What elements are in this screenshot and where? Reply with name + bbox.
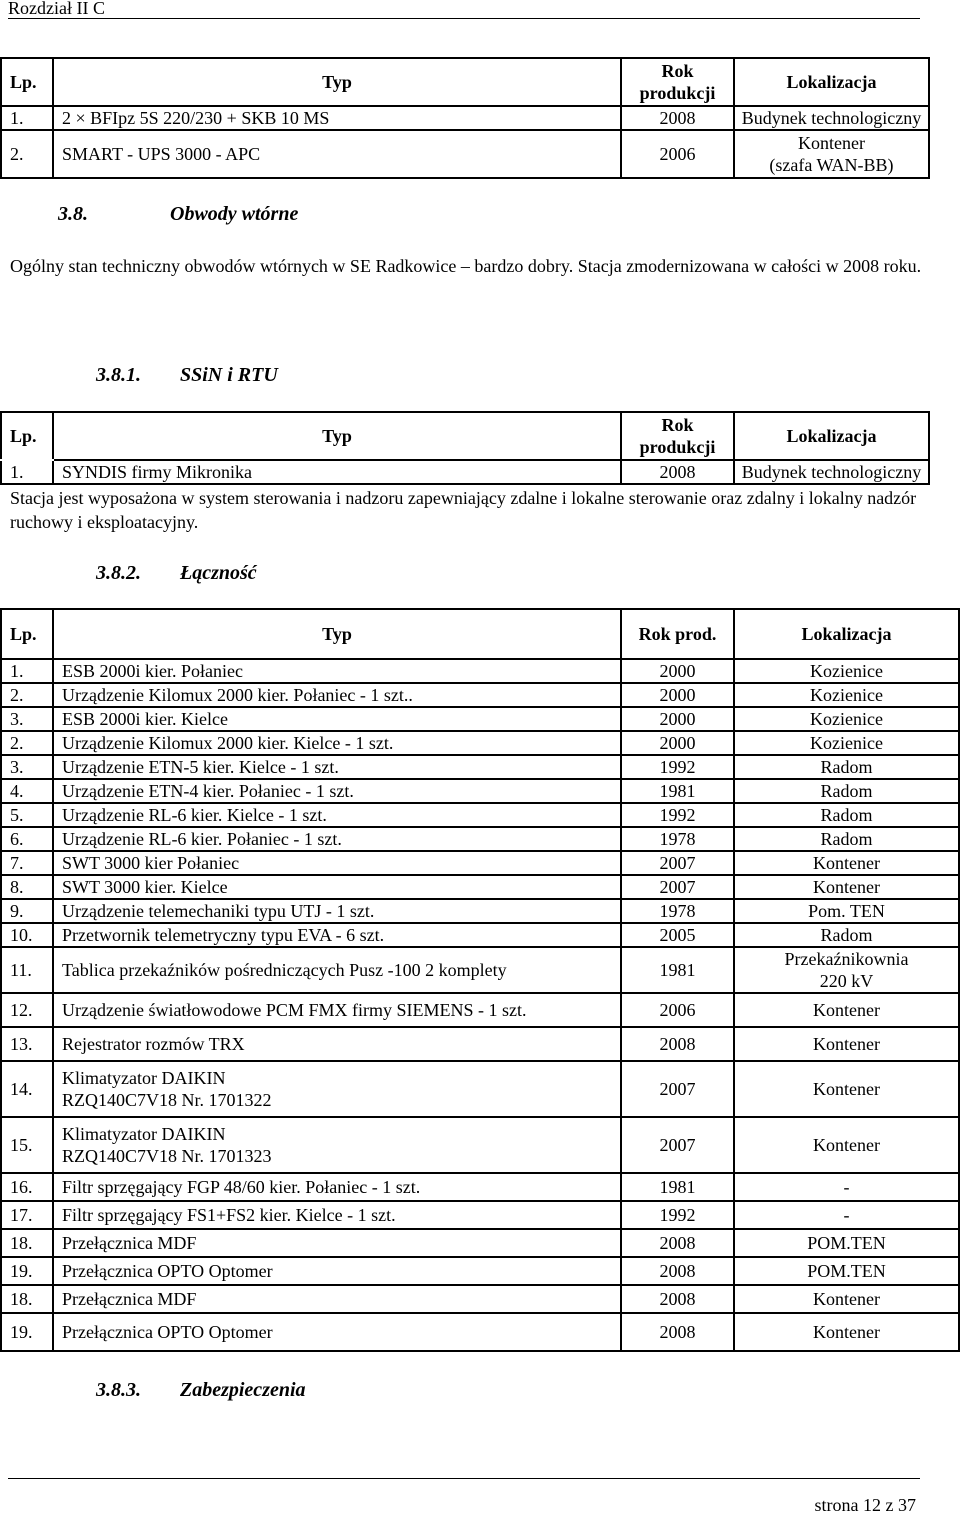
header-lokalizacja: Lokalizacja — [734, 609, 959, 659]
cell-typ: Przełącznica OPTO Optomer — [53, 1257, 621, 1285]
cell-lokalizacja: Radom — [734, 755, 959, 779]
cell-lp: 14. — [1, 1061, 53, 1117]
table-row — [1, 460, 929, 484]
table-row — [1, 779, 959, 803]
cell-typ: SWT 3000 kier Połaniec — [53, 851, 621, 875]
section-title: SSiN i RTU — [180, 364, 278, 386]
cell-rok: 1978 — [621, 899, 734, 923]
section-number: 3.8. — [58, 203, 88, 225]
table-row — [1, 923, 959, 947]
section-heading-3-8-3 — [96, 1379, 306, 1402]
cell-rok: 2008 — [621, 1313, 734, 1351]
cell-lokalizacja: Kozienice — [734, 659, 959, 683]
header-rok-line2: produkcji — [639, 437, 716, 457]
cell-typ: Urządzenie ETN-5 kier. Kielce - 1 szt. — [53, 755, 621, 779]
cell-typ: Urządzenie Kilomux 2000 kier. Połaniec - 1 szt.. — [53, 683, 621, 707]
cell-lokalizacja: Kozienice — [734, 707, 959, 731]
cell-rok: 2000 — [621, 707, 734, 731]
table-row — [1, 707, 959, 731]
cell-typ: Urządzenie Kilomux 2000 kier. Kielce - 1 szt. — [53, 731, 621, 755]
table-row — [1, 731, 959, 755]
cell-lp: 2. — [1, 130, 53, 178]
cell-rok: 2007 — [621, 875, 734, 899]
table-row — [1, 1257, 959, 1285]
header-rok-line2: produkcji — [639, 83, 716, 103]
header-lp: Lp. — [1, 412, 53, 460]
cell-lokalizacja: Radom — [734, 779, 959, 803]
table-row — [1, 106, 929, 130]
table-row — [1, 1285, 959, 1313]
cell-rok: 2007 — [621, 851, 734, 875]
footer-rule — [8, 1478, 920, 1479]
cell-rok: 2005 — [621, 923, 734, 947]
section-heading-3-8-2 — [96, 562, 257, 585]
table-row — [1, 827, 959, 851]
header-rok — [621, 58, 734, 106]
cell-typ: SYNDIS firmy Mikronika — [53, 460, 621, 484]
cell-lokalizacja: Kontener — [734, 851, 959, 875]
cell-rok: 1978 — [621, 827, 734, 851]
table-header-row — [1, 412, 929, 460]
cell-lp: 1. — [1, 460, 53, 484]
cell-lokalizacja: Pom. TEN — [734, 899, 959, 923]
cell-typ-line2: RZQ140C7V18 Nr. 1701322 — [62, 1090, 272, 1110]
cell-lp: 1. — [1, 106, 53, 130]
cell-rok: 1992 — [621, 755, 734, 779]
table-power-supply — [0, 57, 930, 179]
cell-lokalizacja: Kozienice — [734, 683, 959, 707]
cell-lokalizacja: POM.TEN — [734, 1257, 959, 1285]
header-lp: Lp. — [1, 609, 53, 659]
cell-lokalizacja: Kontener — [734, 1313, 959, 1351]
lok-line1: Kontener — [798, 133, 865, 153]
table-lacznosc — [0, 608, 960, 1352]
cell-rok: 1992 — [621, 803, 734, 827]
header-rok-line1: Rok — [661, 415, 694, 435]
table-row — [1, 1117, 959, 1173]
cell-lp: 19. — [1, 1313, 53, 1351]
table-row — [1, 803, 959, 827]
cell-typ: Przełącznica OPTO Optomer — [53, 1313, 621, 1351]
section-number: 3.8.1. — [96, 364, 141, 386]
cell-rok: 2007 — [621, 1117, 734, 1173]
cell-typ-line1: Klimatyzator DAIKIN — [62, 1124, 226, 1144]
lok-line2: (szafa WAN-BB) — [769, 155, 894, 175]
cell-lp: 18. — [1, 1285, 53, 1313]
header-rule — [8, 18, 920, 19]
cell-lp: 13. — [1, 1027, 53, 1061]
page-number: strona 12 z 37 — [814, 1495, 916, 1515]
cell-rok: 2008 — [621, 1285, 734, 1313]
cell-rok: 2008 — [621, 460, 734, 484]
cell-typ: Przełącznica MDF — [53, 1229, 621, 1257]
header-lokalizacja: Lokalizacja — [734, 58, 929, 106]
cell-lokalizacja — [734, 947, 959, 993]
cell-lp: 1. — [1, 659, 53, 683]
paragraph-ssin: Stacja jest wyposażona w system sterowania i nadzoru zapewniający zdalne i lokalne sterowanie oraz zdalny i lokalny nadzór ruchowy i eksploatacyjny. — [10, 488, 917, 532]
cell-lokalizacja: Radom — [734, 923, 959, 947]
table-row — [1, 659, 959, 683]
cell-typ: Urządzenie telemechaniki typu UTJ - 1 szt. — [53, 899, 621, 923]
cell-typ: SWT 3000 kier. Kielce — [53, 875, 621, 899]
table-row — [1, 755, 959, 779]
cell-typ: Urządzenie ETN-4 kier. Połaniec - 1 szt. — [53, 779, 621, 803]
table-row — [1, 875, 959, 899]
cell-lokalizacja: Radom — [734, 827, 959, 851]
section-heading-3-8-1 — [96, 364, 278, 387]
cell-lokalizacja: Kozienice — [734, 731, 959, 755]
section-heading-3-8 — [58, 203, 298, 226]
cell-lokalizacja: Kontener — [734, 875, 959, 899]
table-row — [1, 993, 959, 1027]
cell-rok: 1981 — [621, 779, 734, 803]
cell-lokalizacja: - — [734, 1173, 959, 1201]
cell-lokalizacja: Kontener — [734, 1061, 959, 1117]
cell-typ-line2: RZQ140C7V18 Nr. 1701323 — [62, 1146, 272, 1166]
cell-typ: SMART - UPS 3000 - APC — [53, 130, 621, 178]
section-title: Obwody wtórne — [170, 203, 299, 225]
table-row — [1, 1061, 959, 1117]
cell-lp: 19. — [1, 1257, 53, 1285]
cell-lp: 6. — [1, 827, 53, 851]
cell-rok: 2008 — [621, 106, 734, 130]
table-body — [1, 659, 959, 1351]
cell-lokalizacja-line2: 220 kV — [819, 971, 874, 991]
header-typ: Typ — [53, 58, 621, 106]
cell-lp: 5. — [1, 803, 53, 827]
paragraph-obwody: Ogólny stan techniczny obwodów wtórnych w SE Radkowice – bardzo dobry. Stacja zmodernizowana w całości w 2008 roku. — [10, 256, 922, 276]
table-row — [1, 899, 959, 923]
header-typ: Typ — [53, 412, 621, 460]
cell-lp: 3. — [1, 707, 53, 731]
cell-typ: Urządzenie światłowodowe PCM FMX firmy SIEMENS - 1 szt. — [53, 993, 621, 1027]
table-row — [1, 1313, 959, 1351]
cell-lp: 9. — [1, 899, 53, 923]
cell-rok: 2006 — [621, 993, 734, 1027]
page-header: Rozdział II C — [8, 0, 105, 18]
table-row — [1, 1201, 959, 1229]
cell-lp: 2. — [1, 731, 53, 755]
cell-lp: 15. — [1, 1117, 53, 1173]
section-title: Zabezpieczenia — [180, 1379, 306, 1401]
cell-lokalizacja-line1: Przekaźnikownia — [784, 949, 909, 969]
table-ssin-rtu — [0, 411, 930, 485]
cell-lokalizacja: POM.TEN — [734, 1229, 959, 1257]
table-header-row — [1, 58, 929, 106]
cell-lokalizacja: Kontener — [734, 1027, 959, 1061]
header-rok-line1: Rok — [661, 61, 694, 81]
cell-rok: 2008 — [621, 1027, 734, 1061]
cell-lp: 3. — [1, 755, 53, 779]
table-row — [1, 683, 959, 707]
cell-rok: 2008 — [621, 1257, 734, 1285]
cell-rok: 2000 — [621, 659, 734, 683]
cell-typ: Przełącznica MDF — [53, 1285, 621, 1313]
cell-typ: Urządzenie RL-6 kier. Połaniec - 1 szt. — [53, 827, 621, 851]
cell-lp: 7. — [1, 851, 53, 875]
cell-lokalizacja: Budynek technologiczny — [734, 460, 929, 484]
table-row — [1, 1229, 959, 1257]
table-row — [1, 947, 959, 993]
header-lokalizacja: Lokalizacja — [734, 412, 929, 460]
cell-typ: Tablica przekaźników pośredniczących Pusz -100 2 komplety — [53, 947, 621, 993]
cell-lokalizacja: Radom — [734, 803, 959, 827]
section-number: 3.8.2. — [96, 562, 141, 584]
cell-rok: 2008 — [621, 1229, 734, 1257]
cell-lp: 16. — [1, 1173, 53, 1201]
cell-rok: 1981 — [621, 1173, 734, 1201]
header-typ: Typ — [53, 609, 621, 659]
cell-lokalizacja — [734, 130, 929, 178]
cell-lp: 8. — [1, 875, 53, 899]
cell-lokalizacja: Kontener — [734, 1285, 959, 1313]
cell-lp: 2. — [1, 683, 53, 707]
table-row — [1, 1173, 959, 1201]
cell-typ — [53, 1117, 621, 1173]
header-rok: Rok prod. — [621, 609, 734, 659]
cell-lokalizacja: Kontener — [734, 1117, 959, 1173]
cell-rok: 1992 — [621, 1201, 734, 1229]
cell-lp: 10. — [1, 923, 53, 947]
cell-rok: 2006 — [621, 130, 734, 178]
cell-lokalizacja: Kontener — [734, 993, 959, 1027]
cell-typ — [53, 1061, 621, 1117]
table-row — [1, 851, 959, 875]
cell-lp: 12. — [1, 993, 53, 1027]
cell-typ: 2 × BFIpz 5S 220/230 + SKB 10 MS — [53, 106, 621, 130]
cell-typ: Rejestrator rozmów TRX — [53, 1027, 621, 1061]
cell-lp: 4. — [1, 779, 53, 803]
cell-rok: 2000 — [621, 683, 734, 707]
section-title: Łączność — [180, 562, 257, 584]
table-row — [1, 130, 929, 178]
section-number: 3.8.3. — [96, 1379, 141, 1401]
cell-typ: Filtr sprzęgający FS1+FS2 kier. Kielce - 1 szt. — [53, 1201, 621, 1229]
cell-lokalizacja: Budynek technologiczny — [734, 106, 929, 130]
cell-typ: Przetwornik telemetryczny typu EVA - 6 szt. — [53, 923, 621, 947]
cell-lp: 18. — [1, 1229, 53, 1257]
header-rok — [621, 412, 734, 460]
cell-typ: ESB 2000i kier. Kielce — [53, 707, 621, 731]
cell-rok: 2000 — [621, 731, 734, 755]
table-header-row — [1, 609, 959, 659]
cell-lp: 17. — [1, 1201, 53, 1229]
cell-typ: Urządzenie RL-6 kier. Kielce - 1 szt. — [53, 803, 621, 827]
table-row — [1, 1027, 959, 1061]
cell-typ-line1: Klimatyzator DAIKIN — [62, 1068, 226, 1088]
cell-typ: Filtr sprzęgający FGP 48/60 kier. Połaniec - 1 szt. — [53, 1173, 621, 1201]
cell-rok: 2007 — [621, 1061, 734, 1117]
cell-typ: ESB 2000i kier. Połaniec — [53, 659, 621, 683]
header-lp: Lp. — [1, 58, 53, 106]
cell-rok: 1981 — [621, 947, 734, 993]
cell-lokalizacja: - — [734, 1201, 959, 1229]
cell-lp: 11. — [1, 947, 53, 993]
